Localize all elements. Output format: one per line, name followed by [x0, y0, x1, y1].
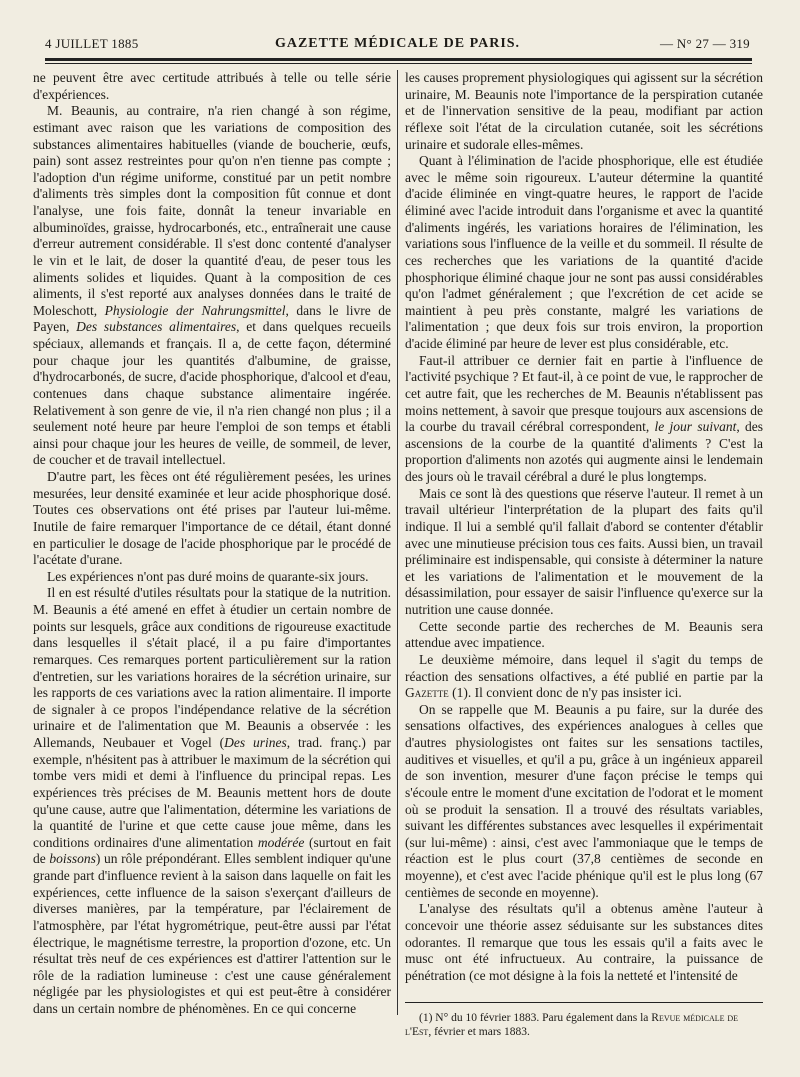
paragraph: M. Beaunis, au contraire, n'a rien changé à son régime, estimant avec raison que les variations de composition des substances alimentaires habituelles (viande de boucherie, œufs, pain) sont assez restreintes pour qu'on n'en tienne pas compte ; l'adoption d'un régime uniforme, constitué par un petit nombre d'aliments très simples dont la composition fût connue et dont l'analyse, une fois faite, donnât la teneur invariable en albuminoïdes, graisse, hydrocarbonés, etc., entraînerait une cause d'erreur autrement considérable. Il s'est donc contenté d'analyser le vin et le lait, de doser la quantité d'eau, de peser tous les aliments solides et liquides. Quant à la composition de ces aliments, il s'est reporté aux analyses données dans le traité de Moleschott, Physiologie der Nahrungsmittel, dans le livre de Payen, Des substances alimentaires, et dans quelques recueils spéciaux, allemands et français. Il a, de cette façon, déterminé pour chaque jour les quantités d'albumine, de graisse, d'hydrocarbonés, de sucre, d'acide phosphorique, d'alcool et d'eau, contenues dans chaque substance alimentaire ingérée. Relativement à son genre de vie, il n'a rien changé non plus ; il a seulement noté heure par heure l'emploi de son temps et établi ainsi pour chaque jour les heures de veille, de sommeil, de lever, de coucher et de travail intellectuel. [33, 103, 392, 468]
paragraph: Faut-il attribuer ce dernier fait en partie à l'influence de l'activité psychique ? Et faut-il, à ce point de vue, le rapprocher de cet autre fait, que les recherches de M. Beaunis n'établissent pas moins nettement, à savoir que presque toujours aux ascensions de la courbe du travail cérébral correspondent, le jour suivant, des ascensions de la courbe de la quantité d'aliments ? C'est la proportion d'aliments non azotés qui augmente ainsi le lendemain des jours où le travail cérébral a duré le plus longtemps. [405, 352, 763, 484]
paragraph: D'autre part, les fèces ont été régulièrement pesées, les urines mesurées, leur densité examinée et leur acide phosphorique dosé. Toutes ces observations ont été prises par l'auteur lui-même. Inutile de faire remarquer l'importance de ce détail, étant donné en particulier le dosage de l'acide phosphorique par le procédé de l'acétate d'urane. [33, 469, 391, 568]
page-header [45, 36, 750, 58]
journal-title: GAZETTE MÉDICALE DE PARIS. [274, 36, 521, 51]
paragraph: L'analyse des résultats qu'il a obtenus amène l'auteur à concevoir une théorie assez séduisante sur les substances dites odorantes. Il remarque que tous les essais qu'il a faits avec le musc ont été infructueux. Au contraire, la puissance de pénétration (ce mot désigne à la fois la netteté et l'intensité de [405, 901, 763, 983]
paragraph: Cette seconde partie des recherches de M. Beaunis sera attendue avec impatience. [405, 618, 763, 651]
issue-date: 4 JUILLET 1885 [45, 36, 139, 51]
column-divider [397, 70, 398, 1015]
paragraph: Le deuxième mémoire, dans lequel il s'agit du temps de réaction des sensations olfactives, a été publié en partie par la Gazette (1). Il convient donc de n'y pas insister ici. [405, 651, 763, 701]
page-number: — N° 27 — 319 [660, 36, 750, 51]
paragraph: Quant à l'élimination de l'acide phosphorique, elle est étudiée avec le même soin rigoureux. L'auteur détermine la quantité d'acide éliminée en vingt-quatre heures, le rapport de l'acide éliminé avec l'acide introduit dans l'organisme et avec la quantité d'aliments ingérés, les variations horaires de l'élimination, les variations sous l'influence de la veille et du sommeil. Il résulte de ces recherches que les variations de la quantité d'acide phosphorique éliminé chaque jour ne sont pas aussi considérables qu'on l'admet généralement ; que l'excrétion de cet acide se maintient à peu près constante, malgré les variations de l'alimentation ; que deux fois sur trois environ, la proportion d'acide éliminé par heure de lever est plus considérable, etc. [405, 153, 763, 351]
paragraph: les causes proprement physiologiques qui agissent sur la sécrétion urinaire, M. Beaunis note l'importance de la perspiration cutanée et de l'innervation sensitive de la peau, modifiant par action réflexe soit l'état de la circulation cutanée, soit les sécrétions urinaire et sudorale elles-mêmes. [405, 70, 763, 152]
footnote: (1) N° du 10 février 1883. Paru également dans la Revue médicale de l'Est, février et mars 1883. [405, 1012, 739, 1039]
paragraph: Il en est résulté d'utiles résultats pour la statique de la nutrition. M. Beaunis a été amené en effet à étudier un certain nombre de points sur lesquels, grâce aux conditions de rigoureuse exactitude dans lesquelles il s'était placé, il a pu faire d'importantes remarques. Ces remarques portent particulièrement sur la ration d'entretien, sur les variations horaires de la sécrétion urinaire, sur les rapports de ces variations avec la ration alimentaire. Il importe de signaler à ce propos l'indépendance relative de la sécrétion urinaire et de l'alimentation que M. Beaunis a observée : les Allemands, Neubauer et Vogel (Des urines, trad. franç.) par exemple, n'hésitent pas à attribuer le maximum de la sécrétion qui tombe vers midi et demi à l'influence du principal repas. Les expériences très précises de M. Beaunis mettent hors de doute qu'une cause, autre que l'alimentation, détermine les variations de la quantité de l'urine et que cette cause joue même, dans les conditions ordinaires d'une alimentation modérée (surtout en fait de boissons) un rôle prépondérant. Elles semblent indiquer qu'une grande part d'influence revient à la saison dans laquelle on fait les expériences, cette influence de la saison s'exerçant d'ailleurs de diverses manières, par la température, par l'éclairement de l'atmosphère, par l'état hygrométrique, peut-être aussi par l'état électrique, le magnétisme terrestre, la proportion d'ozone, etc. Un résultat très neuf de ces expériences est d'attirer l'attention sur le rôle de la radiation lumineuse : c'est une cause généralement négligée par les physiologistes et qui est peut-être à considérer dans un certain nombre de phénomènes. En ce qui concerne [33, 585, 391, 1016]
paragraph: ne peuvent être avec certitude attribués à telle ou telle série d'expériences. [33, 70, 391, 102]
paragraph: Les expériences n'ont pas duré moins de quarante-six jours. [47, 568, 369, 584]
right-column [405, 70, 763, 1039]
paragraph: Mais ce sont là des questions que réserve l'auteur. Il remet à un travail ultérieur l'interprétation de la plupart des faits qu'il indique. Il lui a semblé qu'il fallait d'abord se contenter d'établir avec une minutieuse précision tous ces faits. Aussi bien, un travail préliminaire est indispensable, qui consiste à déterminer la nature et les variations de l'alimentation et le mouvement de la désassimilation, pour essayer de saisir l'influence qu'exerce sur la nutrition une cause donnée. [405, 485, 763, 617]
header-rule [45, 58, 752, 61]
header-rule-thin [45, 63, 752, 64]
footnote-rule [405, 1002, 763, 1003]
left-column [33, 70, 391, 1018]
paragraph: On se rappelle que M. Beaunis a pu faire, sur la durée des sensations olfactives, des expériences analogues à celles que d'autres physiologistes ont faites sur les sensations tactiles, auditives et visuelles, et qu'il a pu, grâce à un ingénieux appareil de son invention, mesurer d'une façon précise le temps qui s'écoule entre le moment d'une excitation de l'odorat et le moment où se produit la sensation. Il a trouvé des résultats variables, suivant les différentes substances avec lesquelles il expérimentait (sur lui-même) : ainsi, c'est avec l'ammoniaque que le temps de réaction est le plus court (37,8 centièmes de seconde en moyenne), et c'est avec l'acide phénique qu'il est le plus long (67 centièmes de seconde en moyenne). [405, 701, 763, 900]
